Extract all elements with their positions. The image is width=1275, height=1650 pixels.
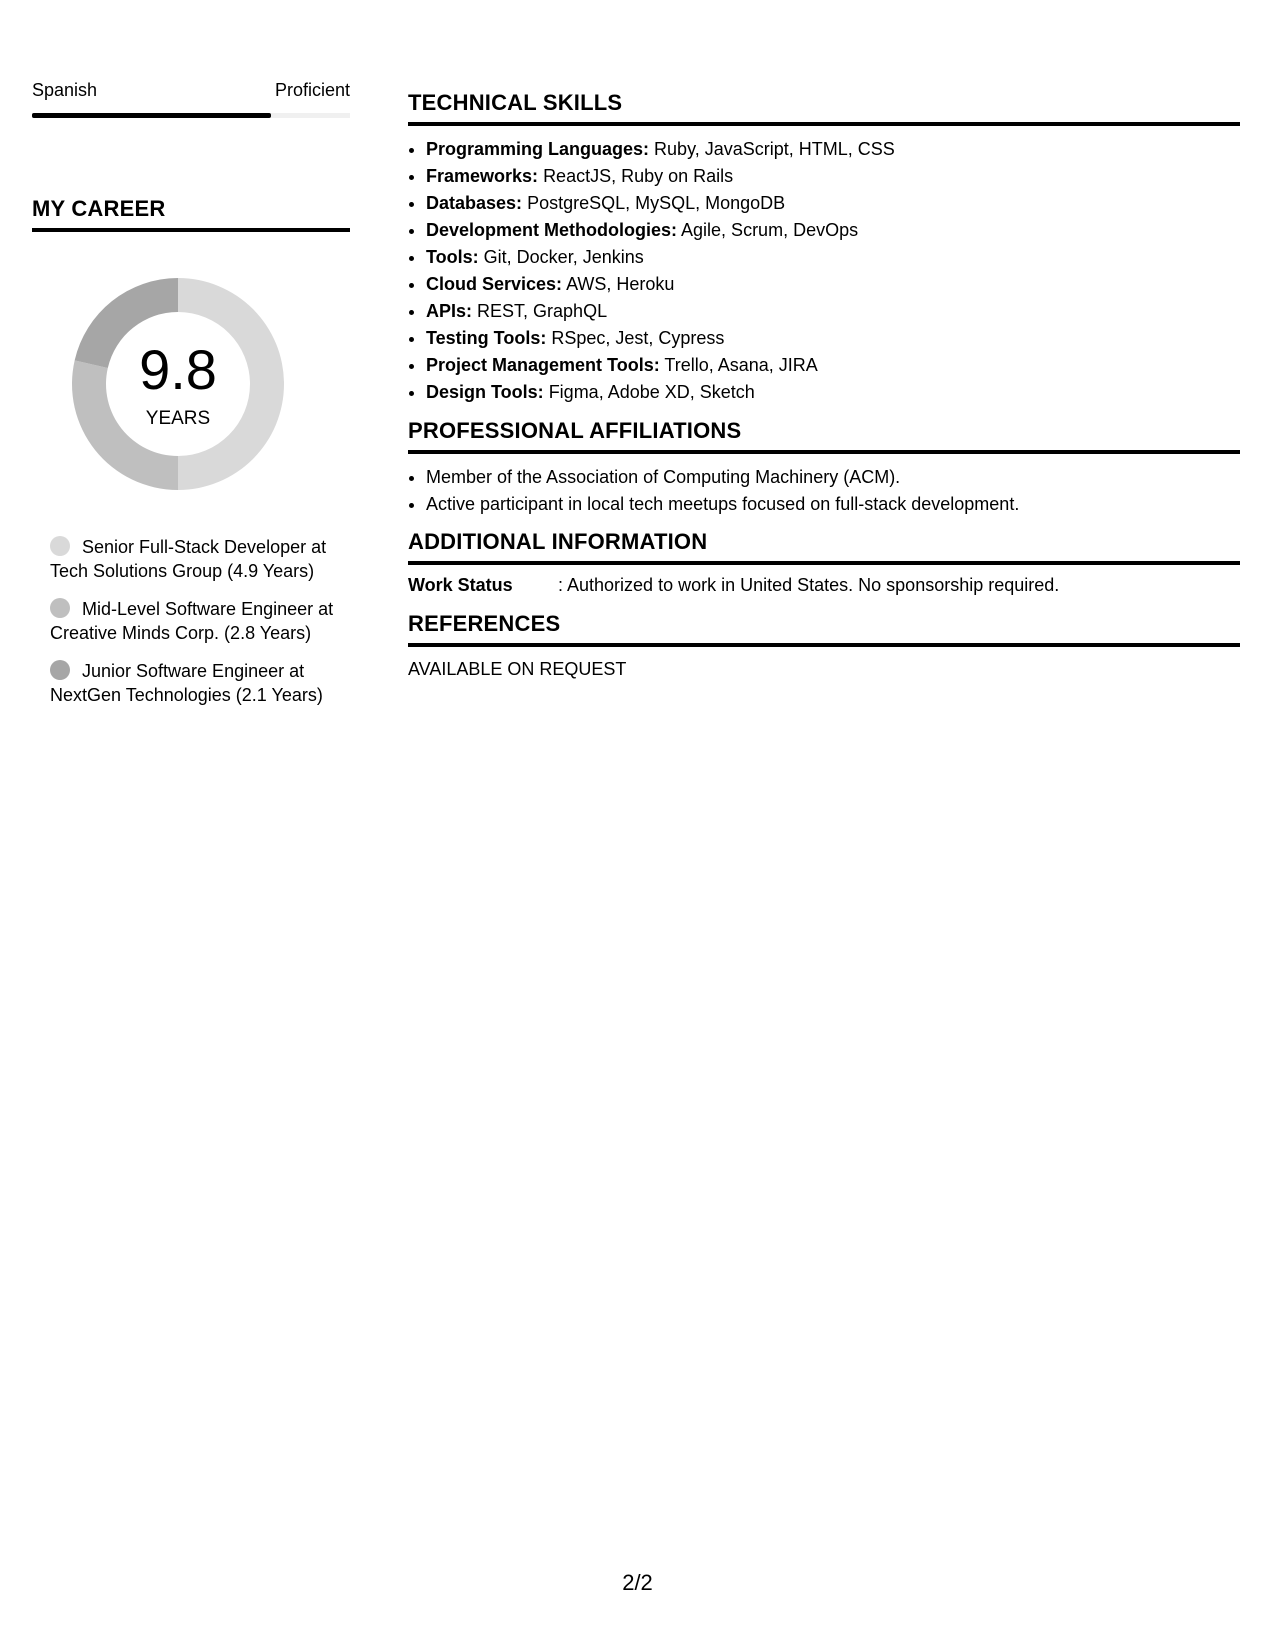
career-item-text: Junior Software Engineer at NextGen Technologies (2.1 Years) <box>50 661 323 705</box>
language-name: Spanish <box>32 80 98 100</box>
skill-value: Ruby, JavaScript, HTML, CSS <box>654 139 895 159</box>
technical-skills-list <box>408 136 1240 406</box>
additional-info-title: ADDITIONAL INFORMATION <box>408 529 1240 565</box>
technical-skills-section <box>408 90 1240 406</box>
skill-item <box>426 136 1240 163</box>
skill-label: Tools: <box>426 247 479 267</box>
career-item-text: Mid-Level Software Engineer at Creative Minds Corp. (2.8 Years) <box>50 599 334 643</box>
skill-label: Cloud Services: <box>426 274 563 294</box>
work-status-value: : Authorized to work in United States. No sponsorship required. <box>558 575 1060 595</box>
skill-value: Agile, Scrum, DevOps <box>681 220 859 240</box>
technical-skills-title: TECHNICAL SKILLS <box>408 90 1240 126</box>
skill-value: ReactJS, Ruby on Rails <box>543 166 734 186</box>
references-text: AVAILABLE ON REQUEST <box>408 659 627 679</box>
skill-label: APIs: <box>426 301 473 321</box>
affiliation-item: • Member of the Association of Computing Machinery (ACM). <box>426 464 1240 491</box>
career-list <box>50 535 340 721</box>
references-title: REFERENCES <box>408 611 1240 647</box>
additional-info-section <box>408 529 1240 599</box>
skill-value: REST, GraphQL <box>477 301 608 321</box>
skill-label: Programming Languages: <box>426 139 650 159</box>
affiliations-title: PROFESSIONAL AFFILIATIONS <box>408 418 1240 454</box>
skill-value: RSpec, Jest, Cypress <box>551 328 725 348</box>
career-item <box>50 535 340 583</box>
skill-item <box>426 379 1240 406</box>
page-number: 2/2 <box>622 1570 653 1595</box>
skill-value: AWS, Heroku <box>566 274 675 294</box>
language-proficiency-fill <box>32 113 271 118</box>
skill-label: Frameworks: <box>426 166 539 186</box>
career-years-unit: YEARS <box>145 408 211 429</box>
language-level: Proficient <box>274 80 350 100</box>
affiliations-section <box>408 418 1240 518</box>
skill-item <box>426 163 1240 190</box>
career-item-text: Senior Full-Stack Developer at Tech Solutions Group (4.9 Years) <box>50 537 327 581</box>
career-section-title: MY CAREER <box>32 196 350 232</box>
skill-item <box>426 217 1240 244</box>
language-proficiency-bar <box>32 113 350 118</box>
skill-item <box>426 271 1240 298</box>
affiliations-list <box>408 464 1240 518</box>
skill-item <box>426 244 1240 271</box>
skill-item <box>426 298 1240 325</box>
skill-label: Design Tools: <box>426 382 544 402</box>
skill-item <box>426 190 1240 217</box>
career-total-years: 9.8 <box>139 338 217 401</box>
work-status-row <box>408 575 1240 599</box>
skill-label: Development Methodologies: <box>426 220 678 240</box>
career-item <box>50 659 340 707</box>
skill-value: Trello, Asana, JIRA <box>664 355 818 375</box>
career-item <box>50 597 340 645</box>
skill-value: Figma, Adobe XD, Sketch <box>548 382 755 402</box>
skill-label: Databases: <box>426 193 523 213</box>
skill-item <box>426 325 1240 352</box>
skill-label: Project Management Tools: <box>426 355 660 375</box>
legend-dot <box>50 536 70 556</box>
work-status-label: Work Status <box>408 575 513 595</box>
legend-dot <box>50 598 70 618</box>
legend-dot <box>50 660 70 680</box>
skill-item <box>426 352 1240 379</box>
skill-value: Git, Docker, Jenkins <box>483 247 644 267</box>
career-donut-chart <box>66 272 290 496</box>
references-section <box>408 611 1240 680</box>
affiliation-item: • Active participant in local tech meetups focused on full-stack development. <box>426 491 1240 518</box>
language-row <box>32 80 350 102</box>
skill-value: PostgreSQL, MySQL, MongoDB <box>527 193 786 213</box>
skill-label: Testing Tools: <box>426 328 547 348</box>
